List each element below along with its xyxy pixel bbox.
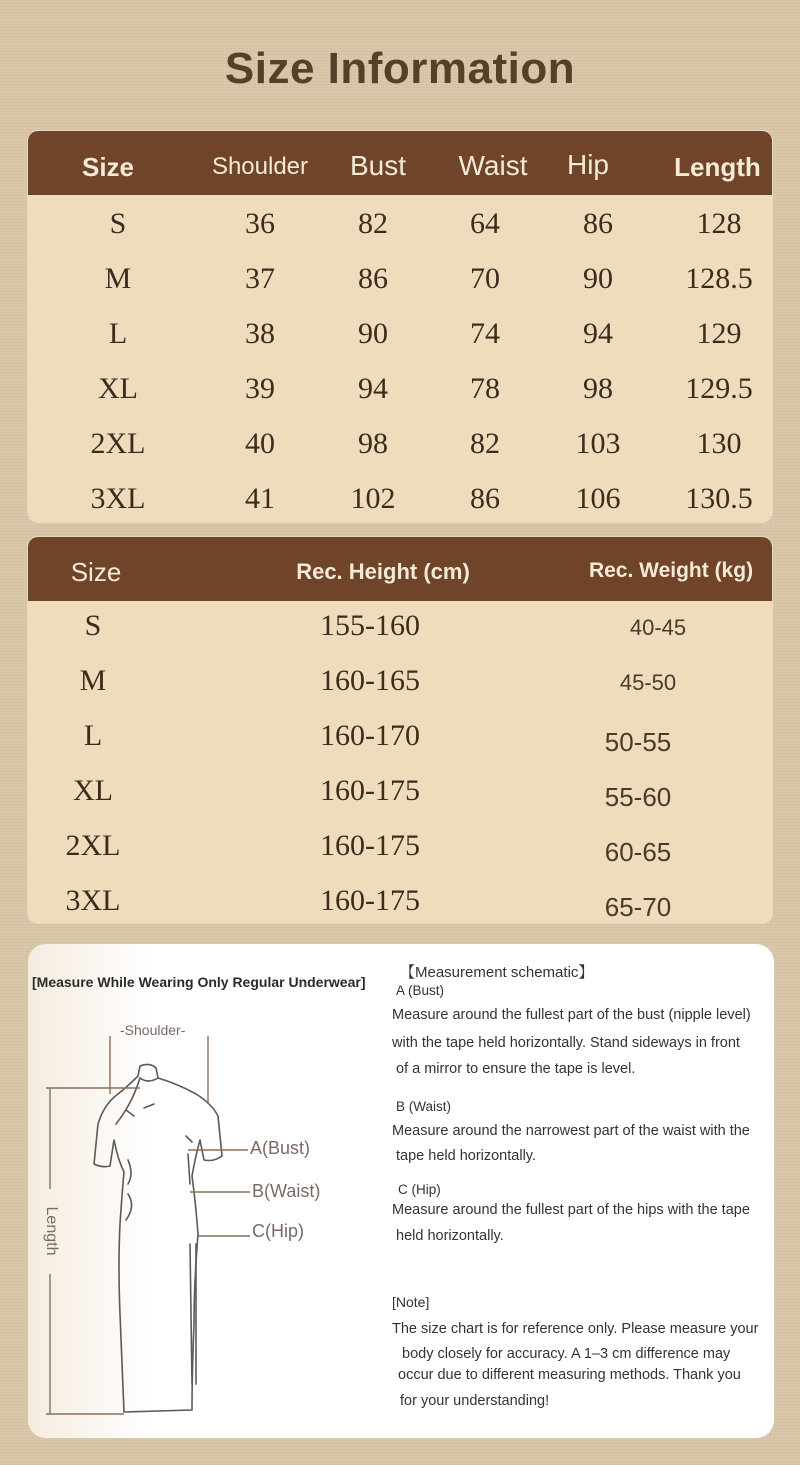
header-shoulder: Shoulder	[211, 153, 309, 180]
page-title: Size Information	[224, 44, 576, 93]
size-cell-waist: 82	[470, 427, 500, 460]
bust-text-3: of a mirror to ensure the tape is level.	[396, 1061, 636, 1077]
rec-cell-height: 160-175	[320, 884, 420, 917]
size-cell-size: 3XL	[90, 482, 146, 515]
dress-outline	[94, 1064, 222, 1412]
size-cell-length: 130.5	[685, 482, 753, 515]
size-cell-bust: 98	[358, 427, 388, 460]
size-table-header	[28, 131, 772, 195]
header-size: Size	[81, 152, 135, 182]
rec-table-header	[28, 537, 772, 601]
size-cell-bust: 102	[350, 482, 396, 515]
rec-cell-size: M	[79, 664, 107, 697]
rec-cell-weight: 45-50	[619, 670, 677, 695]
size-cell-waist: 70	[470, 262, 500, 295]
waist-title: B (Waist)	[396, 1099, 451, 1114]
collar	[140, 1078, 158, 1081]
hip-title: C (Hip)	[398, 1182, 441, 1197]
waist-text-1: Measure around the narrowest part of the waist with the	[392, 1123, 750, 1139]
size-cell-bust: 86	[358, 262, 388, 295]
measure-heading: [Measure While Wearing Only Regular Underwear]	[32, 974, 366, 990]
size-cell-size: L	[108, 317, 128, 350]
label-length: Length	[43, 1206, 60, 1256]
size-cell-shoulder: 41	[245, 482, 275, 515]
size-cell-hip: 103	[575, 427, 621, 460]
label-hip: C(Hip)	[252, 1221, 304, 1241]
label-shoulder: -Shoulder-	[120, 1022, 186, 1038]
note-text-2: body closely for accuracy. A 1–3 cm difference may	[402, 1346, 731, 1362]
size-cell-bust: 82	[358, 207, 388, 240]
size-cell-size: XL	[98, 372, 138, 405]
header-hip: Hip	[566, 149, 609, 180]
rec-cell-weight: 65-70	[604, 892, 672, 922]
bust-text-2: with the tape held horizontally. Stand sideways in front	[392, 1035, 740, 1051]
size-cell-hip: 106	[575, 482, 621, 515]
note-text-1: The size chart is for reference only. Please measure your	[392, 1321, 759, 1337]
size-cell-bust: 94	[358, 372, 388, 405]
note-text-3: occur due to different measuring methods. Thank you	[398, 1367, 741, 1383]
recommendation-table	[28, 537, 772, 923]
rec-cell-size: 3XL	[65, 884, 121, 917]
note-title: [Note]	[392, 1294, 430, 1310]
size-cell-length: 128.5	[685, 262, 753, 295]
size-cell-hip: 86	[583, 207, 613, 240]
size-cell-waist: 78	[470, 372, 500, 405]
size-cell-length: 129.5	[685, 372, 753, 405]
size-cell-length: 129	[696, 317, 742, 350]
size-cell-waist: 64	[470, 207, 500, 240]
header-rec-height: Rec. Height (cm)	[296, 559, 470, 584]
header-waist: Waist	[458, 150, 528, 181]
rec-cell-weight: 50-55	[604, 727, 672, 757]
size-cell-hip: 90	[583, 262, 613, 295]
size-cell-shoulder: 36	[245, 207, 275, 240]
size-cell-waist: 86	[470, 482, 500, 515]
rec-cell-weight: 55-60	[604, 782, 672, 812]
rec-cell-size: S	[84, 609, 102, 642]
hip-text-2: held horizontally.	[396, 1228, 504, 1244]
header-rec-size: Size	[70, 557, 122, 587]
size-table	[28, 131, 772, 522]
rec-cell-height: 160-165	[320, 664, 420, 697]
rec-cell-height: 155-160	[320, 609, 420, 642]
size-cell-size: M	[104, 262, 132, 295]
size-cell-shoulder: 39	[245, 372, 275, 405]
size-cell-waist: 74	[470, 317, 500, 350]
measurement-guide	[28, 944, 774, 1438]
label-bust: A(Bust)	[250, 1138, 311, 1158]
size-cell-shoulder: 37	[245, 262, 275, 295]
header-bust: Bust	[349, 150, 407, 181]
size-cell-length: 130	[696, 427, 742, 460]
hip-text-1: Measure around the fullest part of the hips with the tape	[392, 1202, 750, 1218]
bust-text-1: Measure around the fullest part of the bust (nipple level)	[392, 1007, 751, 1023]
size-cell-hip: 94	[583, 317, 613, 350]
rec-cell-height: 160-175	[320, 829, 420, 862]
rec-cell-weight: 40-45	[629, 615, 687, 640]
bust-title: A (Bust)	[396, 983, 445, 998]
rec-cell-height: 160-175	[320, 774, 420, 807]
note-text-4: for your understanding!	[400, 1393, 550, 1409]
size-cell-size: S	[109, 207, 127, 240]
schematic-title: 【Measurement schematic】	[400, 964, 594, 981]
size-cell-hip: 98	[583, 372, 613, 405]
rec-cell-size: XL	[73, 774, 113, 807]
size-cell-bust: 90	[358, 317, 388, 350]
rec-cell-size: L	[83, 719, 103, 752]
size-cell-shoulder: 38	[245, 317, 275, 350]
rec-cell-size: 2XL	[65, 829, 121, 862]
size-cell-length: 128	[696, 207, 742, 240]
size-cell-shoulder: 40	[245, 427, 275, 460]
waist-text-2: tape held horizontally.	[396, 1148, 536, 1164]
label-waist: B(Waist)	[252, 1181, 321, 1201]
header-length: Length	[674, 152, 761, 182]
rec-cell-weight: 60-65	[604, 837, 672, 867]
rec-cell-height: 160-170	[320, 719, 420, 752]
size-cell-size: 2XL	[90, 427, 146, 460]
header-rec-weight: Rec. Weight (kg)	[588, 559, 754, 582]
qipao-diagram	[28, 944, 388, 1438]
